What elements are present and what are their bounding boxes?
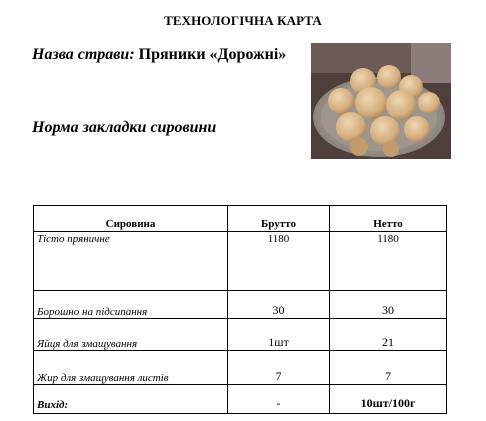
document-title: ТЕХНОЛОГІЧНА КАРТА [164,13,322,28]
yield-netto: 10шт/100г [330,385,447,414]
table-row [34,351,447,385]
table-header-row [34,206,447,232]
ingredient-netto: 1180 [330,232,447,291]
ingredient-name: Яйця для змащування [34,319,228,351]
dish-label: Назва страви: [32,46,135,63]
dish-value: Пряники «Дорожні» [138,46,287,63]
ingredient-brutto: 1180 [228,232,330,291]
ingredient-brutto: 30 [228,291,330,319]
gingerbread-photo-icon [311,43,451,159]
ingredient-name: Борошно на підсипання [34,291,228,319]
yield-label: Вихід: [34,385,228,414]
yield-row [34,385,447,414]
ingredient-brutto: 1шт [228,319,330,351]
table-row [34,232,447,291]
ingredients-table [33,205,447,414]
column-header-brutto: Брутто [228,206,330,232]
column-header-ingredient: Сировина [34,206,228,232]
ingredient-netto: 21 [330,319,447,351]
ingredient-netto: 30 [330,291,447,319]
ingredient-name: Жир для змащування листів [34,351,228,385]
column-header-netto: Нетто [330,206,447,232]
gingerbread-photo [311,43,451,159]
table-row [34,319,447,351]
norm-heading: Норма закладки сировини [32,119,217,136]
ingredient-name: Тісто пряничне [34,232,228,291]
yield-brutto: - [228,385,330,414]
dish-name [32,44,302,66]
ingredient-brutto: 7 [228,351,330,385]
ingredient-netto: 7 [330,351,447,385]
table-row [34,291,447,319]
